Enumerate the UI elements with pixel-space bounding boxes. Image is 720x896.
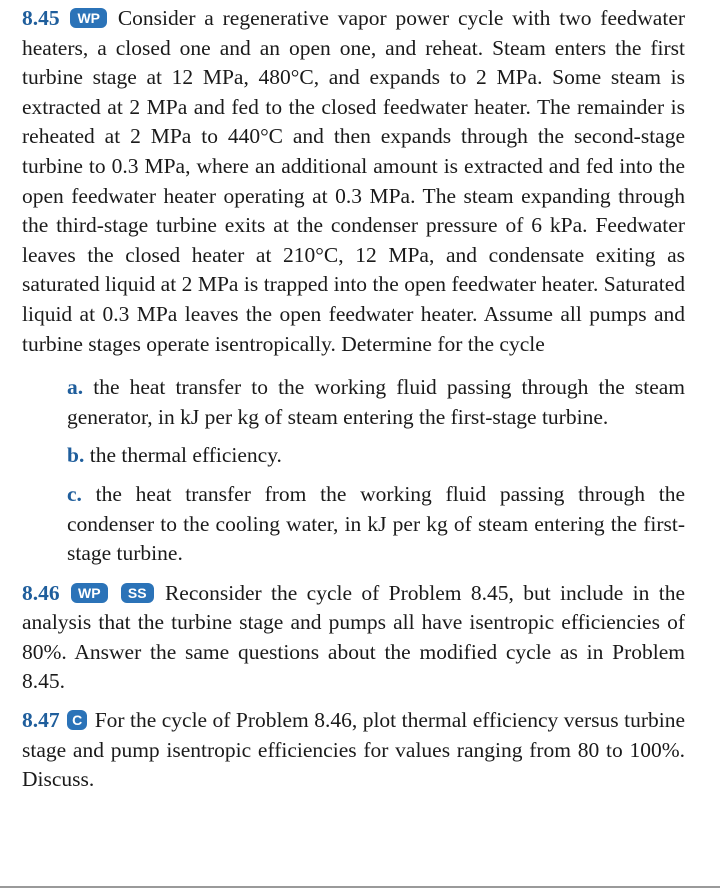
problem-text: Consider a regenerative vapor power cycle with two feedwater heaters, a closed one and an open one, and reheat. Steam enters the first turbine stage at 12 MPa, 480°C, and expands to 2 MPa. Some steam is extracted at 2 MPa and fed to the closed feedwater heater. The remainder is reheated at 2 MPa to 440°C and then expands through the second-stage turbine to 0.3 MPa, where an additional amount is extracted and fed into the open feedwater heater operating at 0.3 MPa. The steam expanding through the third-stage turbine exits at the condenser pressure of 6 kPa. Feedwater leaves the closed heater at 210°C, 12 MPa, and condensate exiting as saturated liquid at 2 MPa is trapped into the open feedwater heater. Saturated liquid at 0.3 MPa leaves the open feedwater heater. Assume all pumps and turbine stages operate isentropically. Determine for the cycle	[22, 6, 686, 356]
bottom-divider	[0, 886, 720, 888]
part-b	[67, 441, 685, 471]
problem-number: 8.45	[22, 6, 60, 30]
part-letter: c.	[67, 481, 82, 506]
part-c	[67, 480, 685, 569]
problem-text: For the cycle of Problem 8.46, plot thermal efficiency versus turbine stage and pump isentropic efficiencies for values ranging from 80 to 100%. Discuss.	[22, 708, 686, 792]
problem-8-47	[22, 706, 685, 795]
part-text: the heat transfer to the working fluid passing through the steam generator, in kJ per kg of steam entering the first-stage turbine.	[67, 375, 685, 429]
wp-badge: WP	[71, 583, 108, 603]
ss-badge: SS	[121, 583, 154, 603]
part-a	[67, 373, 685, 432]
problem-number: 8.46	[22, 580, 60, 605]
problem-text: Reconsider the cycle of Problem 8.45, but include in the analysis that the turbine stage and pumps all have isentropic efficiencies of 80%. Answer the same questions about the modified cycle as in Problem 8.45.	[22, 580, 685, 694]
part-letter: a.	[67, 375, 84, 400]
textbook-page	[22, 4, 685, 795]
problem-8-46	[22, 579, 685, 697]
part-text: the thermal efficiency.	[89, 443, 282, 468]
problem-8-47-paragraph	[22, 706, 685, 795]
problem-8-45	[22, 4, 685, 569]
problem-number: 8.47	[22, 708, 60, 733]
part-text: the heat transfer from the working fluid passing through the condenser to the cooling water, in kJ per kg of steam entering the first-stage turbine.	[67, 481, 685, 566]
problem-8-45-paragraph	[22, 4, 685, 359]
c-badge: C	[67, 710, 87, 730]
part-letter: b.	[67, 443, 85, 468]
problem-8-46-paragraph	[22, 579, 685, 697]
wp-badge: WP	[70, 8, 107, 28]
problem-parts	[67, 373, 685, 569]
